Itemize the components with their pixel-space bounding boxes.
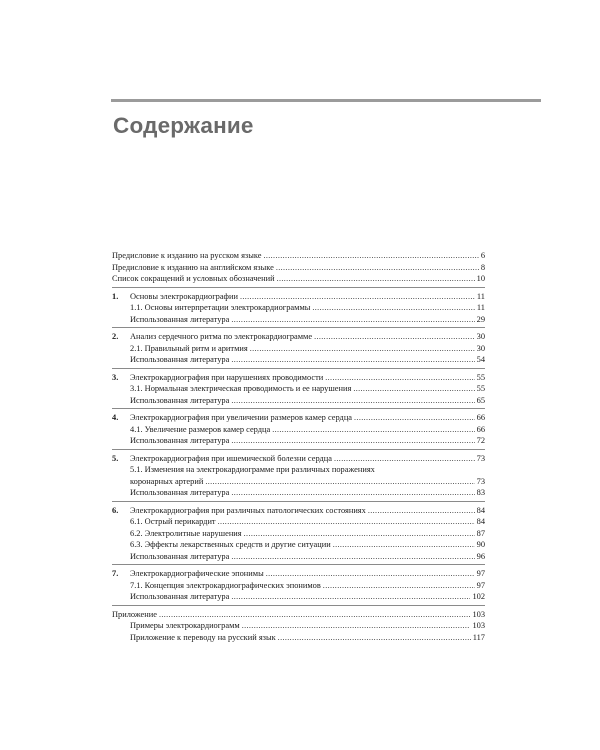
toc-entry-title: Приложение к переводу на русский язык xyxy=(130,632,276,642)
top-rule xyxy=(111,99,541,102)
dot-leader xyxy=(263,250,478,262)
toc-entry-title: Приложение xyxy=(112,609,157,619)
toc-subentry[interactable] xyxy=(112,539,485,551)
chapter-number: 7. xyxy=(112,569,119,578)
toc-entry-page: 103 xyxy=(472,621,485,630)
dot-leader xyxy=(231,314,474,326)
toc-chapter-7[interactable] xyxy=(112,568,485,580)
toc-entry-page: 96 xyxy=(476,551,485,561)
dot-leader xyxy=(334,453,475,465)
toc-entry-abbreviations[interactable] xyxy=(112,273,485,285)
toc-entry-title: Анализ сердечного ритма по электрокардиограмме xyxy=(130,332,313,341)
toc-entry-title: Предисловие к изданию на русском языке xyxy=(112,251,262,260)
toc-entry-page: 55 xyxy=(476,384,485,393)
toc-entry-title: Использованная литература xyxy=(130,355,230,364)
toc-entry-title: 7.1. Концепция электрокардиографических эпонимов xyxy=(130,580,321,590)
dot-leader xyxy=(242,620,471,632)
toc-entry-page: 87 xyxy=(476,528,485,538)
section-divider xyxy=(112,368,485,369)
dot-leader xyxy=(353,383,474,395)
toc-entry-title: Использованная литература xyxy=(130,592,230,601)
toc-entry-page: 6 xyxy=(480,251,485,260)
toc-entry-title: Использованная литература xyxy=(130,314,230,324)
toc-subentry[interactable] xyxy=(112,343,485,355)
dot-leader xyxy=(314,331,475,343)
toc-entry-title: Предисловие к изданию на английском языке xyxy=(112,262,274,272)
dot-leader xyxy=(205,476,474,488)
dot-leader xyxy=(323,580,475,592)
toc-subentry[interactable] xyxy=(112,314,485,326)
toc-subentry[interactable] xyxy=(112,580,485,592)
dot-leader xyxy=(368,505,475,517)
toc-entry-page: 73 xyxy=(476,453,485,463)
dot-leader xyxy=(231,435,474,447)
chapter-number: 2. xyxy=(112,332,119,341)
dot-leader xyxy=(312,302,475,314)
dot-leader xyxy=(231,591,470,603)
dot-leader xyxy=(266,568,475,580)
toc-chapter-6[interactable] xyxy=(112,505,485,517)
chapter-number: 5. xyxy=(112,453,119,463)
toc-entry-title: 6.3. Эффекты лекарственных средств и другие ситуации xyxy=(130,540,331,549)
toc-entry-page: 97 xyxy=(476,569,485,578)
toc-subentry[interactable] xyxy=(112,435,485,447)
section-divider xyxy=(112,408,485,409)
section-divider xyxy=(112,564,485,565)
toc-entry-title: 2.1. Правильный ритм и аритмия xyxy=(130,343,248,353)
toc-entry-title: 4.1. Увеличение размеров камер сердца xyxy=(130,424,271,434)
toc-entry-page: 54 xyxy=(476,355,485,364)
toc-entry-page: 66 xyxy=(476,424,485,434)
section-divider xyxy=(112,605,485,606)
toc-chapter-4[interactable] xyxy=(112,412,485,424)
section-divider xyxy=(112,327,485,328)
toc-chapter-5[interactable] xyxy=(112,453,485,465)
toc-entry-title: Электрокардиография при ишемической болезни сердца xyxy=(130,453,332,463)
dot-leader xyxy=(333,539,475,551)
toc-entry-title: Электрокардиография при нарушениях проводимости xyxy=(130,372,324,382)
toc-subentry[interactable] xyxy=(112,383,485,395)
dot-leader xyxy=(231,354,474,366)
toc-entry-page: 30 xyxy=(476,332,485,341)
toc-entry-title: Использованная литература xyxy=(130,395,230,405)
toc-entry-page: 73 xyxy=(476,476,485,486)
toc-appendix[interactable] xyxy=(112,609,485,621)
toc-subentry-title-first-line[interactable]: 5.1. Изменения на электрокардиограмме при различных поражениях xyxy=(130,465,375,474)
table-of-contents xyxy=(112,250,485,643)
toc-entry-title: 1.1. Основы интерпретации электрокардиограммы xyxy=(130,303,311,312)
dot-leader xyxy=(325,372,474,384)
chapter-number: 3. xyxy=(112,372,119,382)
toc-entry-page: 10 xyxy=(476,274,485,283)
toc-subentry[interactable] xyxy=(112,591,485,603)
toc-subentry[interactable] xyxy=(112,302,485,314)
dot-leader xyxy=(277,273,475,285)
chapter-number: 4. xyxy=(112,413,119,422)
toc-subentry[interactable] xyxy=(112,551,485,563)
toc-entry-page: 97 xyxy=(476,580,485,590)
toc-entry-page: 90 xyxy=(476,540,485,549)
toc-entry-page: 83 xyxy=(476,488,485,497)
dot-leader xyxy=(272,424,474,436)
toc-entry-title: 6.2. Электролитные нарушения xyxy=(130,528,242,538)
dot-leader xyxy=(354,412,475,424)
dot-leader xyxy=(240,291,475,303)
toc-chapter-2[interactable] xyxy=(112,331,485,343)
dot-leader xyxy=(244,528,475,540)
toc-entry-page: 11 xyxy=(476,303,485,312)
chapter-number: 1. xyxy=(112,291,119,301)
toc-entry-page: 29 xyxy=(476,314,485,324)
dot-leader xyxy=(231,395,474,407)
dot-leader xyxy=(276,262,479,274)
toc-entry-page: 102 xyxy=(472,592,485,601)
toc-subentry[interactable] xyxy=(112,476,485,488)
toc-entry-title: Использованная литература xyxy=(130,436,230,445)
toc-subentry[interactable] xyxy=(112,424,485,436)
toc-entry-title: 6.1. Острый перикардит xyxy=(130,517,216,526)
toc-entry-page: 11 xyxy=(476,291,485,301)
toc-entry-title: Электрокардиография при увеличении размеров камер сердца xyxy=(130,413,353,422)
dot-leader xyxy=(250,343,475,355)
toc-entry-title: коронарных артерий xyxy=(130,476,204,486)
dot-leader xyxy=(218,516,475,528)
toc-entry-page: 8 xyxy=(480,262,485,272)
dot-leader xyxy=(159,609,470,621)
toc-entry-title: Электрокардиографические эпонимы xyxy=(130,569,264,578)
dot-leader xyxy=(231,487,474,499)
toc-subentry[interactable] xyxy=(112,528,485,540)
toc-entry-title: Основы электрокардиографии xyxy=(130,291,238,301)
section-divider xyxy=(112,287,485,288)
toc-entry-title: Электрокардиография при различных патологических состояниях xyxy=(130,505,366,515)
toc-entry-title: Примеры электрокардиограмм xyxy=(130,621,240,630)
toc-chapter-1[interactable] xyxy=(112,291,485,303)
toc-subentry[interactable] xyxy=(112,487,485,499)
chapter-number: 6. xyxy=(112,505,119,515)
toc-entry-page: 72 xyxy=(476,436,485,445)
toc-entry-title: Использованная литература xyxy=(130,551,230,561)
toc-entry-title: Список сокращений и условных обозначений xyxy=(112,274,275,283)
toc-entry-title: Использованная литература xyxy=(130,488,230,497)
toc-subentry[interactable] xyxy=(112,516,485,528)
toc-subentry[interactable] xyxy=(112,395,485,407)
section-divider xyxy=(112,501,485,502)
toc-entry-title: 3.1. Нормальная электрическая проводимость и ее нарушения xyxy=(130,384,352,393)
toc-entry-preface-russian[interactable] xyxy=(112,250,485,262)
toc-chapter-3[interactable] xyxy=(112,372,485,384)
toc-subentry[interactable] xyxy=(112,632,485,644)
toc-entry-page: 66 xyxy=(476,413,485,422)
dot-leader xyxy=(231,551,474,563)
toc-entry-page: 103 xyxy=(472,609,485,619)
toc-subentry[interactable] xyxy=(112,620,485,632)
toc-entry-page: 117 xyxy=(472,632,485,642)
toc-entry-preface-english[interactable] xyxy=(112,262,485,274)
toc-entry-page: 84 xyxy=(476,505,485,515)
dot-leader xyxy=(278,632,471,644)
section-divider xyxy=(112,449,485,450)
toc-subentry[interactable] xyxy=(112,354,485,366)
toc-entry-page: 30 xyxy=(476,343,485,353)
page-title: Содержание xyxy=(113,113,254,138)
toc-entry-page: 84 xyxy=(476,517,485,526)
toc-entry-page: 55 xyxy=(476,372,485,382)
toc-entry-page: 65 xyxy=(476,395,485,405)
